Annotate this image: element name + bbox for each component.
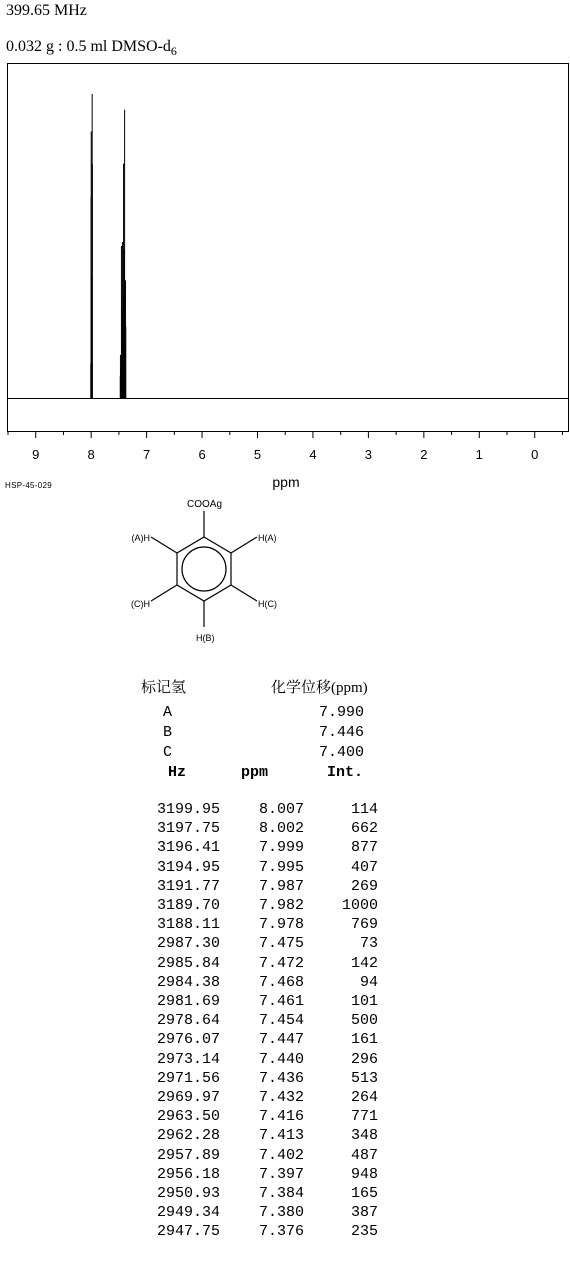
assignment-atom-c: C bbox=[163, 744, 173, 761]
peak-int-cell: 387 bbox=[350, 1204, 378, 1222]
aromatic-circle bbox=[182, 547, 226, 591]
peak-ppm-cell: 7.475 bbox=[258, 935, 304, 953]
peak-ppm-cell: 7.987 bbox=[258, 877, 304, 895]
peak-ppm-cell: 7.432 bbox=[258, 1089, 304, 1106]
x-tick-label: 9 bbox=[32, 447, 40, 462]
hc-left-label: (C)H bbox=[131, 599, 150, 609]
peak-hz-cell: 3194.95 bbox=[156, 858, 220, 876]
x-tick-label: 0 bbox=[531, 447, 539, 462]
peak-hz-cell: 2962.28 bbox=[156, 1127, 220, 1145]
peak-hz-cell: 3196.41 bbox=[156, 839, 220, 857]
x-tick-label: 4 bbox=[309, 447, 317, 462]
peak-hz-cell: 2957.89 bbox=[156, 1146, 220, 1164]
nmr-spectrum-chart bbox=[0, 0, 570, 500]
ha-right-label: H(A) bbox=[258, 533, 277, 543]
peak-hz-cell: 2971.56 bbox=[156, 1069, 220, 1087]
peak-int-cell: 165 bbox=[350, 1185, 378, 1202]
peak-hz-cell: 3191.77 bbox=[156, 877, 220, 895]
peak-ppm-cell: 7.376 bbox=[258, 1223, 304, 1241]
peak-int-cell: 235 bbox=[350, 1223, 378, 1241]
peak-ppm-cell: 7.384 bbox=[258, 1185, 304, 1202]
peak-ppm-cell: 7.402 bbox=[258, 1146, 304, 1164]
peak-hz-cell: 2987.30 bbox=[156, 935, 220, 953]
assignment-atom-b: B bbox=[163, 724, 173, 741]
x-axis-label: ppm bbox=[272, 474, 300, 490]
peak-int-cell: 114 bbox=[350, 801, 378, 818]
x-tick-label: 7 bbox=[142, 447, 151, 462]
peak-int-cell: 948 bbox=[350, 1165, 378, 1183]
x-tick-label: 5 bbox=[253, 447, 262, 462]
peak-int-cell: 877 bbox=[350, 839, 378, 857]
peak-int-cell: 296 bbox=[350, 1050, 378, 1068]
peak-ppm-cell: 7.461 bbox=[258, 993, 304, 1010]
peak-hz-cell: 2969.97 bbox=[156, 1089, 220, 1106]
peak-ppm-cell: 8.002 bbox=[258, 820, 304, 838]
assignment-shift-c: 7.400 bbox=[318, 744, 364, 761]
peak-int-cell: 1000 bbox=[341, 897, 378, 914]
x-tick-label: 8 bbox=[87, 447, 95, 462]
peak-int-cell: 269 bbox=[350, 877, 378, 895]
carboxylate-label: COOAg bbox=[187, 499, 223, 510]
assignment-header-atom: 标记氢 bbox=[141, 680, 187, 696]
peak-hz-cell: 2981.69 bbox=[156, 993, 220, 1010]
assignment-header-shift: 化学位移(ppm) bbox=[271, 680, 368, 696]
peak-ppm-cell: 7.413 bbox=[258, 1127, 304, 1145]
peak-hz-cell: 2984.38 bbox=[156, 973, 220, 991]
ha-left-label: (A)H bbox=[131, 533, 150, 543]
peak-int-cell: 407 bbox=[350, 858, 378, 876]
sample-description-main: 0.032 g : 0.5 ml DMSO-d bbox=[6, 38, 171, 55]
peak-int-cell: 769 bbox=[350, 916, 378, 934]
peak-hz-cell: 2976.07 bbox=[156, 1031, 220, 1049]
column-header-int: Int. bbox=[327, 764, 364, 781]
peak-int-cell: 662 bbox=[350, 820, 378, 838]
peak-int-cell: 771 bbox=[350, 1108, 378, 1126]
peak-hz-cell: 2949.34 bbox=[156, 1204, 220, 1222]
peak-hz-cell: 2973.14 bbox=[156, 1050, 220, 1068]
hc-right-label: H(C) bbox=[258, 599, 277, 609]
peak-int-cell: 264 bbox=[350, 1089, 378, 1106]
x-tick-label: 6 bbox=[198, 447, 206, 462]
peak-hz-cell: 2956.18 bbox=[156, 1165, 220, 1183]
peak-ppm-cell: 7.454 bbox=[258, 1012, 304, 1030]
peak-int-cell: 101 bbox=[350, 993, 378, 1010]
x-tick-label: 1 bbox=[475, 447, 483, 462]
peak-int-cell: 348 bbox=[350, 1127, 378, 1145]
peak-hz-cell: 3188.11 bbox=[156, 916, 220, 934]
peak-int-cell: 161 bbox=[350, 1031, 378, 1049]
peak-ppm-cell: 7.999 bbox=[258, 839, 304, 857]
peak-ppm-cell: 7.982 bbox=[258, 897, 304, 914]
assignment-shift-b: 7.446 bbox=[318, 724, 364, 741]
peak-ppm-cell: 7.978 bbox=[258, 916, 304, 934]
peak-ppm-cell: 7.440 bbox=[258, 1050, 304, 1068]
peak-hz-cell: 2950.93 bbox=[156, 1185, 220, 1202]
peak-ppm-cell: 8.007 bbox=[258, 801, 304, 818]
peak-int-cell: 487 bbox=[350, 1146, 378, 1164]
x-tick-label: 3 bbox=[364, 447, 373, 462]
peak-int-cell: 73 bbox=[359, 935, 378, 953]
peak-hz-cell: 2963.50 bbox=[156, 1108, 220, 1126]
peak-ppm-cell: 7.447 bbox=[258, 1031, 304, 1049]
peak-int-cell: 500 bbox=[350, 1012, 378, 1030]
sample-description-subscript: 6 bbox=[170, 44, 177, 59]
bond-hc-right bbox=[231, 585, 257, 601]
hb-label: H(B) bbox=[196, 633, 215, 643]
peak-int-cell: 142 bbox=[350, 954, 378, 972]
peak-int-cell: 513 bbox=[350, 1069, 378, 1087]
peak-hz-cell: 2985.84 bbox=[156, 954, 220, 972]
peak-ppm-cell: 7.397 bbox=[258, 1165, 304, 1183]
peak-ppm-cell: 7.472 bbox=[258, 954, 304, 972]
bond-hc-left bbox=[151, 585, 177, 601]
peak-ppm-cell: 7.468 bbox=[258, 973, 304, 991]
assignment-shift-a: 7.990 bbox=[318, 704, 364, 721]
peak-hz-cell: 3199.95 bbox=[156, 801, 220, 818]
column-header-hz: Hz bbox=[168, 764, 187, 781]
assignment-atom-a: A bbox=[163, 704, 173, 721]
x-tick-label: 2 bbox=[420, 447, 428, 462]
peak-hz-cell: 3197.75 bbox=[156, 820, 220, 838]
peak-hz-cell: 3189.70 bbox=[156, 897, 220, 914]
peak-ppm-cell: 7.995 bbox=[258, 858, 304, 876]
bond-ha-left bbox=[151, 537, 177, 553]
chemical-structure bbox=[100, 495, 400, 655]
column-header-ppm: ppm bbox=[241, 764, 269, 781]
peak-hz-cell: 2947.75 bbox=[156, 1223, 220, 1241]
peak-ppm-cell: 7.436 bbox=[258, 1069, 304, 1087]
peak-ppm-cell: 7.380 bbox=[258, 1204, 304, 1222]
peak-ppm-cell: 7.416 bbox=[258, 1108, 304, 1126]
spectrometer-frequency: 399.65 MHz bbox=[6, 2, 87, 19]
peak-hz-cell: 2978.64 bbox=[156, 1012, 220, 1030]
peak-int-cell: 94 bbox=[359, 973, 378, 991]
sample-id: HSP-45-029 bbox=[5, 481, 53, 490]
bond-ha-right bbox=[231, 537, 257, 553]
